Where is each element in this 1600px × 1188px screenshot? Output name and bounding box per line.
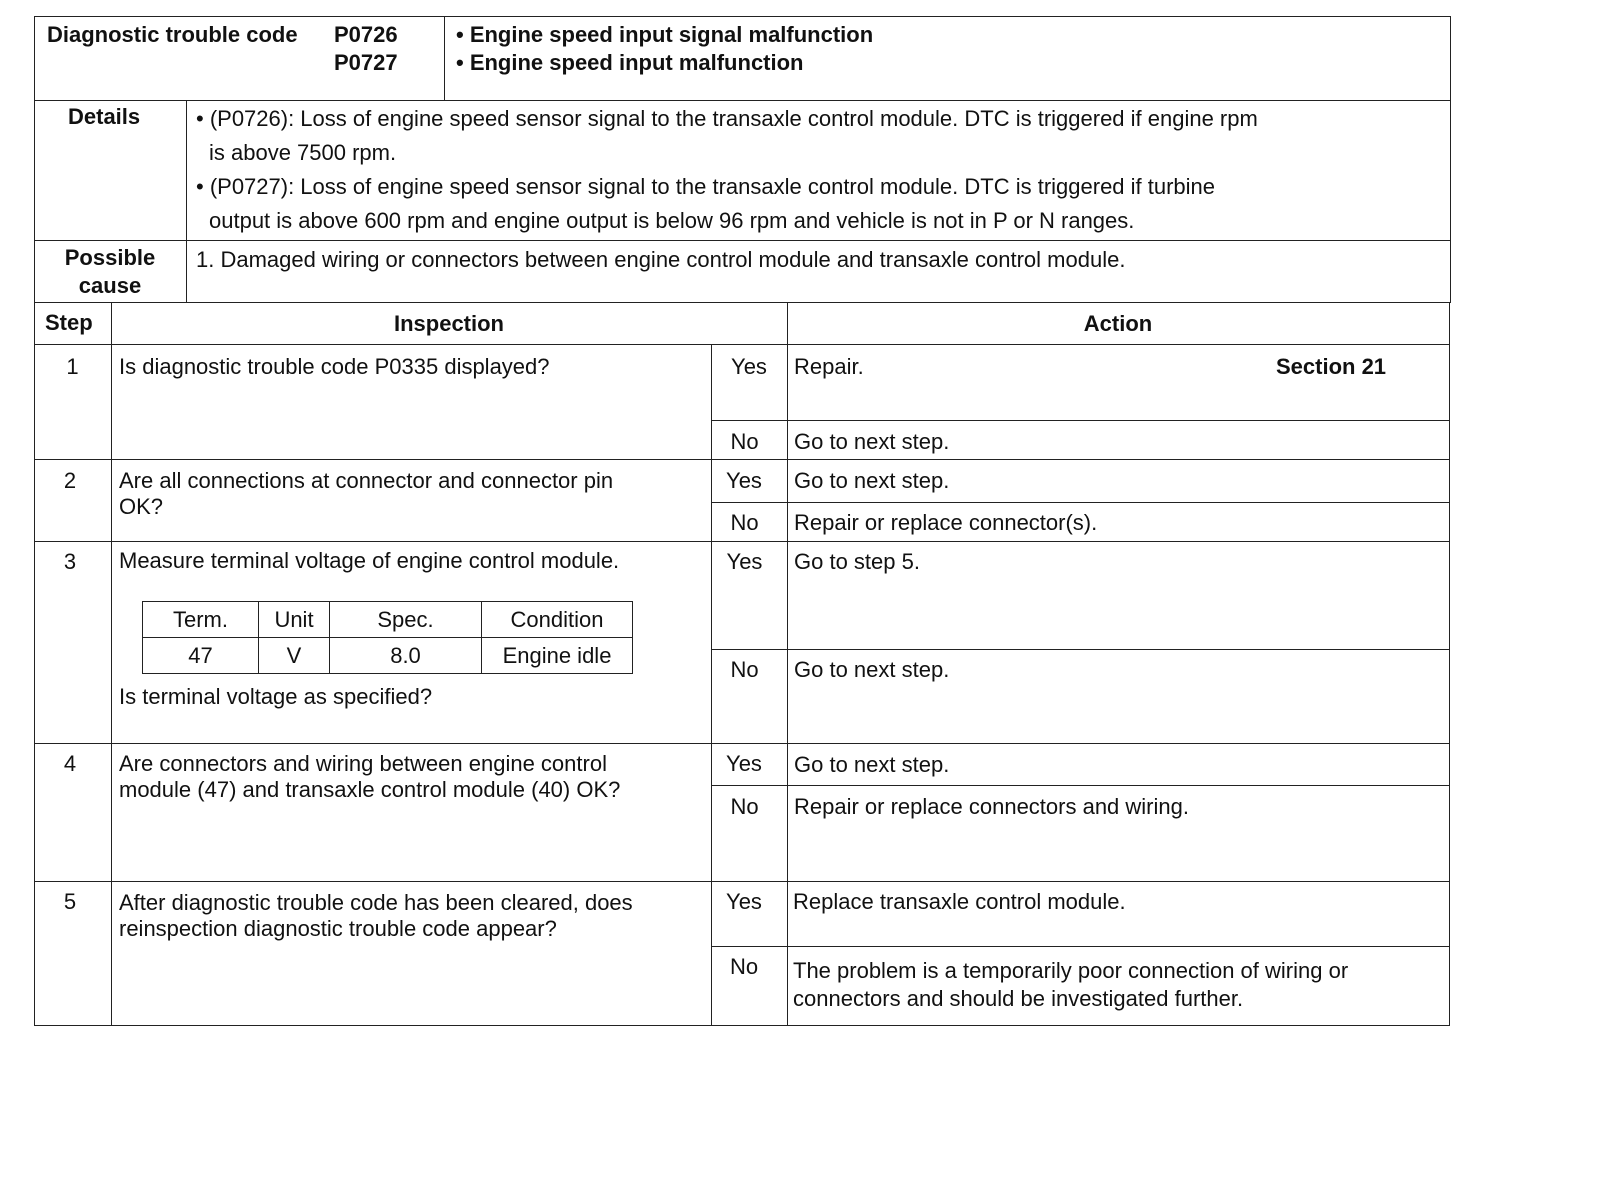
possible-cause-label-2: cause [78, 273, 142, 298]
rule [34, 16, 35, 1026]
rule [34, 459, 1450, 460]
step-5-inspection-line-1: After diagnostic trouble code has been cleared, does [119, 890, 633, 915]
step-4-no-label: No [730, 794, 759, 819]
step-3-no-action: Go to next step. [794, 657, 950, 682]
spec-header-spec: Spec. [330, 602, 482, 638]
details-line-1: • (P0726): Loss of engine speed sensor signal to the transaxle control module. DTC is triggered if engine rpm [196, 106, 1258, 131]
spec-table-header-row [143, 602, 633, 638]
step-4-yes-label: Yes [726, 751, 762, 776]
dtc-code-2: P0727 [334, 50, 398, 75]
step-3-number: 3 [63, 549, 77, 574]
rule [34, 240, 1451, 241]
dtc-label: Diagnostic trouble code [47, 22, 298, 47]
step-4-number: 4 [63, 751, 77, 776]
column-header-inspection: Inspection [393, 311, 504, 336]
rule [444, 16, 445, 100]
rule [34, 16, 1451, 17]
step-2-no-label: No [730, 510, 759, 535]
possible-cause-label-1: Possible [64, 245, 156, 270]
step-1-number: 1 [66, 354, 79, 379]
rule [186, 100, 187, 302]
rule [711, 649, 1450, 650]
dtc-code-1: P0726 [334, 22, 398, 47]
details-line-3: • (P0727): Loss of engine speed sensor signal to the transaxle control module. DTC is triggered if turbine [196, 174, 1216, 199]
step-3-inspection: Measure terminal voltage of engine control module. [119, 548, 620, 573]
step-4-no-action: Repair or replace connectors and wiring. [794, 794, 1189, 819]
details-line-2: is above 7500 rpm. [209, 140, 397, 165]
terminal-spec-table [142, 601, 633, 674]
spec-header-term: Term. [143, 602, 259, 638]
spec-cell-condition: Engine idle [482, 638, 633, 674]
rule [34, 1025, 1450, 1026]
step-2-inspection-line-1: Are all connections at connector and connector pin [119, 468, 614, 493]
step-4-inspection-line-1: Are connectors and wiring between engine control [119, 751, 607, 776]
step-3-yes-label: Yes [726, 549, 763, 574]
rule [711, 420, 1450, 421]
step-5-inspection-line-2: reinspection diagnostic trouble code appear? [119, 916, 557, 941]
step-5-yes-action: Replace transaxle control module. [793, 889, 1126, 914]
rule [787, 302, 788, 1026]
rule [1450, 100, 1451, 302]
spec-header-condition: Condition [482, 602, 633, 638]
step-3-no-label: No [730, 657, 759, 682]
rule [34, 743, 1450, 744]
step-2-yes-label: Yes [726, 468, 762, 493]
rule [34, 100, 1451, 101]
step-5-no-action-line-2: connectors and should be investigated further. [793, 986, 1244, 1011]
rule [34, 881, 1450, 882]
spec-cell-spec: 8.0 [330, 638, 482, 674]
details-line-4: output is above 600 rpm and engine output is below 96 rpm and vehicle is not in P or N ranges. [209, 208, 1135, 233]
rule [34, 344, 1450, 345]
step-2-yes-action: Go to next step. [794, 468, 950, 493]
dtc-description-1: • Engine speed input signal malfunction [456, 22, 874, 47]
step-5-no-action-line-1: The problem is a temporarily poor connection of wiring or [793, 958, 1349, 983]
step-5-yes-label: Yes [726, 889, 762, 914]
spec-header-unit: Unit [259, 602, 330, 638]
step-2-number: 2 [63, 468, 77, 493]
step-4-inspection-line-2: module (47) and transaxle control module (40) OK? [119, 777, 621, 802]
step-3-yes-action: Go to step 5. [794, 549, 920, 574]
details-label: Details [68, 104, 141, 129]
step-1-yes-action: Repair. [794, 354, 864, 379]
step-1-section-ref: Section 21 [1276, 354, 1387, 379]
step-2-inspection-line-2: OK? [119, 494, 164, 519]
spec-cell-term: 47 [143, 638, 259, 674]
dtc-description-2: • Engine speed input malfunction [456, 50, 804, 75]
step-1-yes-label: Yes [731, 354, 767, 379]
column-header-action: Action [1083, 311, 1153, 336]
spec-table-row [143, 638, 633, 674]
step-2-no-action: Repair or replace connector(s). [794, 510, 1098, 535]
rule [1449, 302, 1450, 1026]
step-1-no-label: No [730, 429, 759, 454]
rule [111, 302, 112, 1026]
rule [1450, 16, 1451, 100]
step-5-no-label: No [729, 954, 759, 979]
step-4-yes-action: Go to next step. [794, 752, 950, 777]
step-1-inspection: Is diagnostic trouble code P0335 displayed? [119, 354, 550, 379]
step-5-number: 5 [63, 889, 77, 914]
possible-cause-text: 1. Damaged wiring or connectors between engine control module and transaxle control module. [196, 247, 1126, 272]
rule [34, 541, 1450, 542]
rule [711, 946, 1450, 947]
rule [711, 502, 1450, 503]
column-header-step: Step [45, 310, 93, 335]
step-1-no-action: Go to next step. [794, 429, 950, 454]
rule [711, 785, 1450, 786]
step-3-question: Is terminal voltage as specified? [119, 684, 433, 709]
spec-cell-unit: V [259, 638, 330, 674]
rule [34, 302, 1451, 303]
